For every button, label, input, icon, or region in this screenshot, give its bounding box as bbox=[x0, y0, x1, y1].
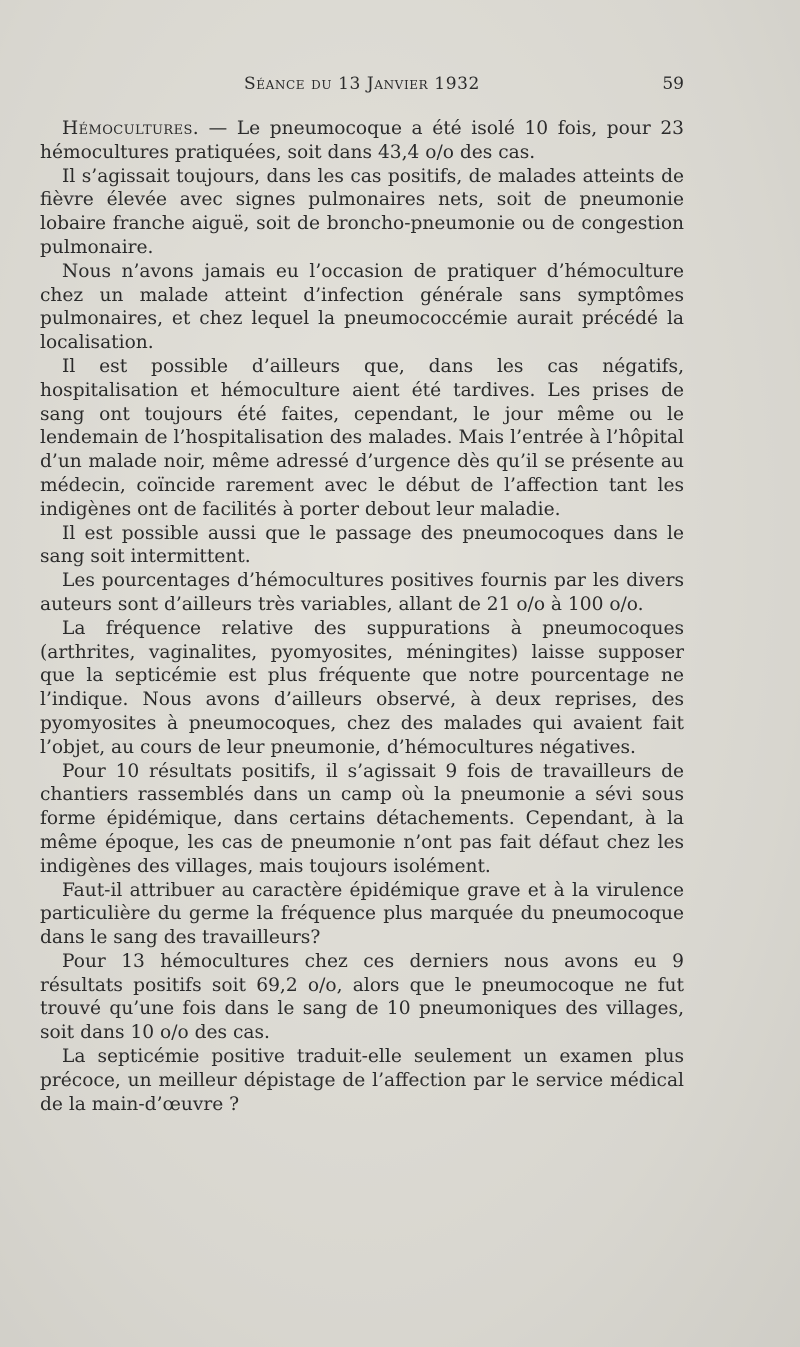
page-number: 59 bbox=[662, 74, 684, 94]
paragraph: Faut-il attribuer au caractère épidémique grave et à la virulence particulière du germe la fréquence plus marquée du pneumocoque dans le sang des travailleurs? bbox=[40, 879, 684, 949]
paragraph: Il est possible aussi que le passage des pneumocoques dans le sang soit intermittent. bbox=[40, 522, 684, 568]
paragraph: Pour 13 hémocultures chez ces derniers nous avons eu 9 résultats positifs soit 69,2 o/o, alors que le pneumocoque ne fut trouvé qu’une fois dans le sang de 10 pneumoniques des villages, soit dans 10 o/o des cas. bbox=[40, 950, 684, 1044]
paragraph: Pour 10 résultats positifs, il s’agissait 9 fois de travailleurs de chantiers rassemblés dans un camp où la pneumonie a sévi sous forme épidémique, dans certains détachements. Cependant, à la même époque, les cas de pneumonie n’ont pas fait défaut chez les indigènes des villages, mais toujours isolément. bbox=[40, 760, 684, 877]
body-text bbox=[40, 117, 684, 1116]
paragraph: Les pourcentages d’hémocultures positives fournis par les divers auteurs sont d’ailleurs très variables, allant de 21 o/o à 100 o/o. bbox=[40, 570, 684, 615]
paragraph: La fréquence relative des suppurations à pneumocoques (arthrites, vaginalites, pyomyosites, méningites) laisse supposer que la septicémie est plus fréquente que notre pourcentage ne l’indique. Nous avons d’ailleurs observé, à deux reprises, des pyomyosites à pneumocoques, chez des malades qui avaient fait l’objet, au cours de leur pneumonie, d’hémocultures négatives. bbox=[40, 617, 684, 758]
page-header bbox=[40, 74, 684, 98]
paragraph: La septicémie positive traduit-elle seulement un examen plus précoce, un meilleur dépistage de l’affection par le service médical de la main-d’œuvre ? bbox=[40, 1046, 684, 1115]
paragraph: Nous n’avons jamais eu l’occasion de pratiquer d’hémoculture chez un malade atteint d’infection générale sans symptômes pulmonaires, et chez lequel la pneumococcémie aurait précédé la localisation. bbox=[40, 260, 684, 354]
paragraph: Hémocultures. — Le pneumocoque a été isolé 10 fois, pour 23 hémocultures pratiquées, soit dans 43,4 o/o des cas. bbox=[40, 118, 684, 163]
running-head: Séance du 13 Janvier 1932 bbox=[244, 74, 480, 94]
paragraph: Il est possible d’ailleurs que, dans les cas négatifs, hospitalisation et hémoculture aient été tardives. Les prises de sang ont toujours été faites, cependant, le jour même ou le lendemain de l’hospitalisation des malades. Mais l’entrée à l’hôpital d’un malade noir, même adressé d’urgence dès qu’il se présente au médecin, coïncide rarement avec le début de l’affection tant les indigènes ont de facilités à porter debout leur maladie. bbox=[40, 355, 684, 520]
section-lead: Hémocultures. bbox=[62, 118, 200, 139]
paragraph: Il s’agissait toujours, dans les cas positifs, de malades atteints de fièvre élevée avec signes pulmonaires nets, soit de pneumonie lobaire franche aiguë, soit de broncho-pneumonie ou de congestion pulmonaire. bbox=[40, 165, 684, 258]
